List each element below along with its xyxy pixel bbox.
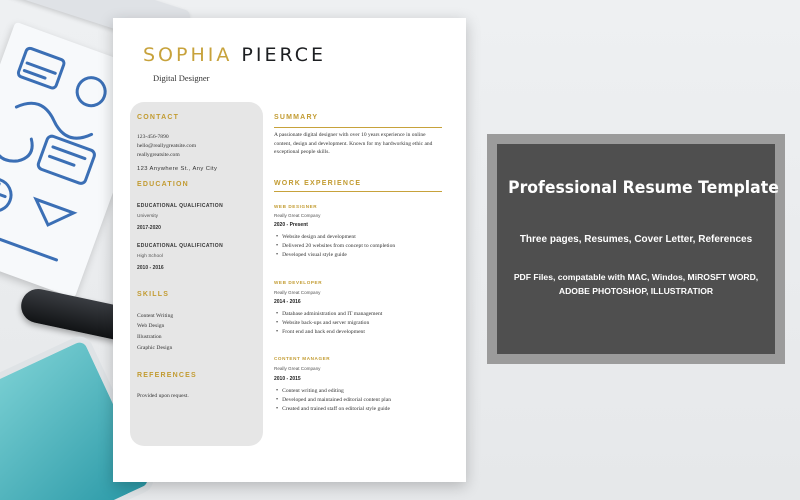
education-years: 2017-2020 <box>137 225 161 231</box>
skill-item: Illustration <box>137 334 162 340</box>
skill-item: Content Writing <box>137 313 174 319</box>
job-title: WEB DEVELOPER <box>274 280 323 285</box>
job-bullet: • Content writing and editing <box>276 387 391 396</box>
education-school: University <box>137 214 159 219</box>
contact-email: hello@reallygreatsite.com <box>137 143 197 149</box>
job-bullet: • Created and trained staff on editorial style guide <box>276 405 391 414</box>
job-company: Really Great Company <box>274 366 321 371</box>
panel-formats: PDF Files, compatable with MAC, Windos, MiROSFT WORD, ADOBE PHOTOSHOP, ILLUSTRATIOR <box>513 272 759 296</box>
product-info-panel <box>487 134 785 364</box>
education-years: 2010 - 2016 <box>137 265 164 271</box>
job-title: CONTENT MANAGER <box>274 356 331 361</box>
experience-heading: WORK EXPERIENCE <box>274 180 362 187</box>
education-title: EDUCATIONAL QUALIFICATION <box>137 243 224 249</box>
skill-item: Web Design <box>137 323 165 329</box>
education-school: High School <box>137 254 163 259</box>
job-bullets <box>276 233 395 260</box>
education-title: EDUCATIONAL QUALIFICATION <box>137 203 224 209</box>
job-dates: 2014 - 2016 <box>274 299 301 305</box>
panel-subtitle: Three pages, Resumes, Cover Letter, References <box>519 234 753 245</box>
job-bullets <box>276 387 391 414</box>
job-bullet: • Website design and development <box>276 233 395 242</box>
job-bullet: • Delivered 20 websites from concept to completion <box>276 242 395 251</box>
job-company: Really Great Company <box>274 213 321 218</box>
summary-text: A passionate digital designer with over 10 years experience in online content, design and development. Known for my hardworking ethic and exceptional people skills. <box>274 132 433 156</box>
job-bullet: • Developed and maintained editorial content plan <box>276 396 391 405</box>
last-name: PIERCE <box>241 44 327 66</box>
job-bullet: • Front end and back end development <box>276 328 382 337</box>
contact-address: 123 Anywhere St., Any City <box>137 166 218 172</box>
job-bullets <box>276 310 382 337</box>
product-info-inner <box>497 144 779 354</box>
job-dates: 2010 - 2015 <box>274 376 301 382</box>
panel-title: Professional Resume Template <box>508 178 779 198</box>
job-company: Really Great Company <box>274 290 321 295</box>
contact-heading: CONTACT <box>137 114 180 121</box>
first-name: SOPHIA <box>143 44 233 66</box>
job-bullet: • Developed visual style guide <box>276 251 395 260</box>
education-heading: EDUCATION <box>137 181 189 188</box>
resume-role: Digital Designer <box>153 73 210 83</box>
job-title: WEB DESIGNER <box>274 204 318 209</box>
references-heading: REFERENCES <box>137 372 197 379</box>
contact-phone: 123-456-7890 <box>137 134 169 140</box>
summary-heading: SUMMARY <box>274 114 319 121</box>
resume-name <box>143 44 326 66</box>
experience-rule <box>274 191 442 192</box>
resume-page <box>113 18 466 482</box>
skill-item: Graphic Design <box>137 345 173 351</box>
job-dates: 2020 - Present <box>274 222 308 228</box>
job-bullet: • Database administration and IT management <box>276 310 382 319</box>
references-text: Provided upon request. <box>137 393 189 399</box>
job-bullet: • Website back-ups and server migration <box>276 319 382 328</box>
contact-website: reallygreatsite.com <box>137 152 180 158</box>
skills-heading: SKILLS <box>137 291 170 298</box>
summary-rule <box>274 127 442 128</box>
